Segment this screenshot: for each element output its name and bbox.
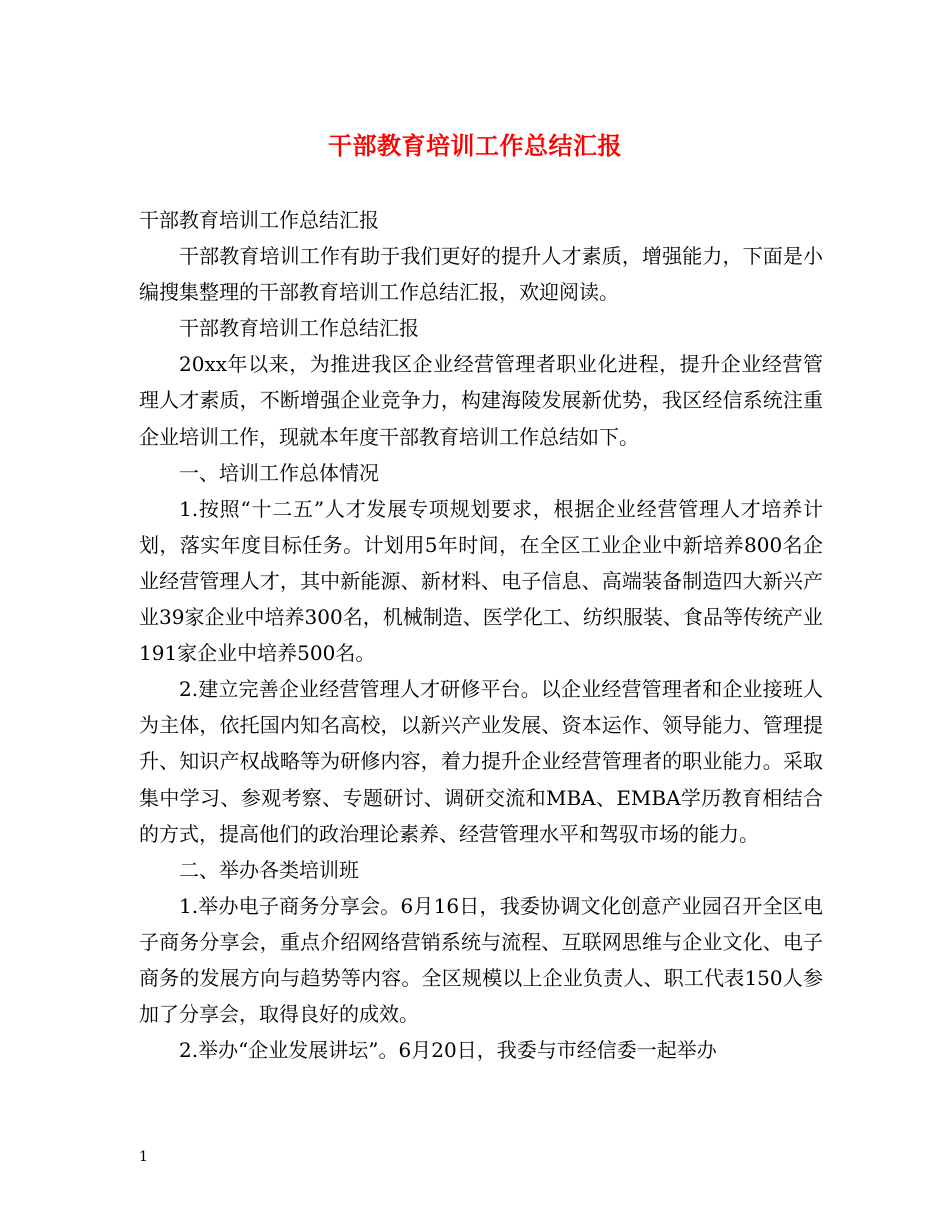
document-title: 干部教育培训工作总结汇报 bbox=[328, 131, 622, 160]
paragraph-heading: 干部教育培训工作总结汇报 bbox=[139, 208, 379, 232]
paragraph-intro: 干部教育培训工作有助于我们更好的提升人才素质，增强能力，下面是小编搜集整理的干部教育培训工作总结汇报，欢迎阅读。 bbox=[139, 244, 823, 305]
page-number: 1 bbox=[139, 1149, 148, 1165]
document-body bbox=[139, 202, 823, 1068]
section-heading-2: 二、举办各类培训班 bbox=[179, 857, 359, 882]
paragraph-overview: 20xx年以来，为推进我区企业经营管理者职业化进程，提升企业经营管理人才素质，不断增强企业竞争力，构建海陵发展新优势，我区经信系统注重企业培训工作，现就本年度干部教育培训工作总结如下。 bbox=[139, 352, 823, 449]
paragraph-item-1-2: 2.建立完善企业经营管理人才研修平台。以企业经营管理者和企业接班人为主体，依托国内知名高校，以新兴产业发展、资本运作、领导能力、管理提升、知识产权战略等为研修内容，着力提升企业经营管理者的职业能力。采取集中学习、参观考察、专题研讨、调研交流和MBA、EMBA学历教育相结合的方式，提高他们的政治理论素养、经营管理水平和驾驭市场的能力。 bbox=[139, 677, 823, 846]
paragraph-item-2-2: 2.举办“企业发展讲坛”。6月20日，我委与市经信委一起举办 bbox=[179, 1038, 717, 1063]
paragraph-item-1-1: 1.按照“十二五”人才发展专项规划要求，根据企业经营管理人才培养计划，落实年度目标任务。计划用5年时间，在全区工业企业中新培养800名企业经营管理人才，其中新能源、新材料、电子信息、高端装备制造四大新兴产业39家企业中培养300名，机械制造、医学化工、纺织服装、食品等传统产业191家企业中培养500名。 bbox=[139, 496, 823, 666]
paragraph-subheading: 干部教育培训工作总结汇报 bbox=[179, 316, 419, 341]
section-heading-1: 一、培训工作总体情况 bbox=[179, 460, 379, 485]
paragraph-item-2-1: 1.举办电子商务分享会。6月16日，我委协调文化创意产业园召开全区电子商务分享会，重点介绍网络营销系统与流程、互联网思维与企业文化、电子商务的发展方向与趋势等内容。全区规模以上企业负责人、职工代表150人参加了分享会，取得良好的成效。 bbox=[139, 893, 823, 1027]
